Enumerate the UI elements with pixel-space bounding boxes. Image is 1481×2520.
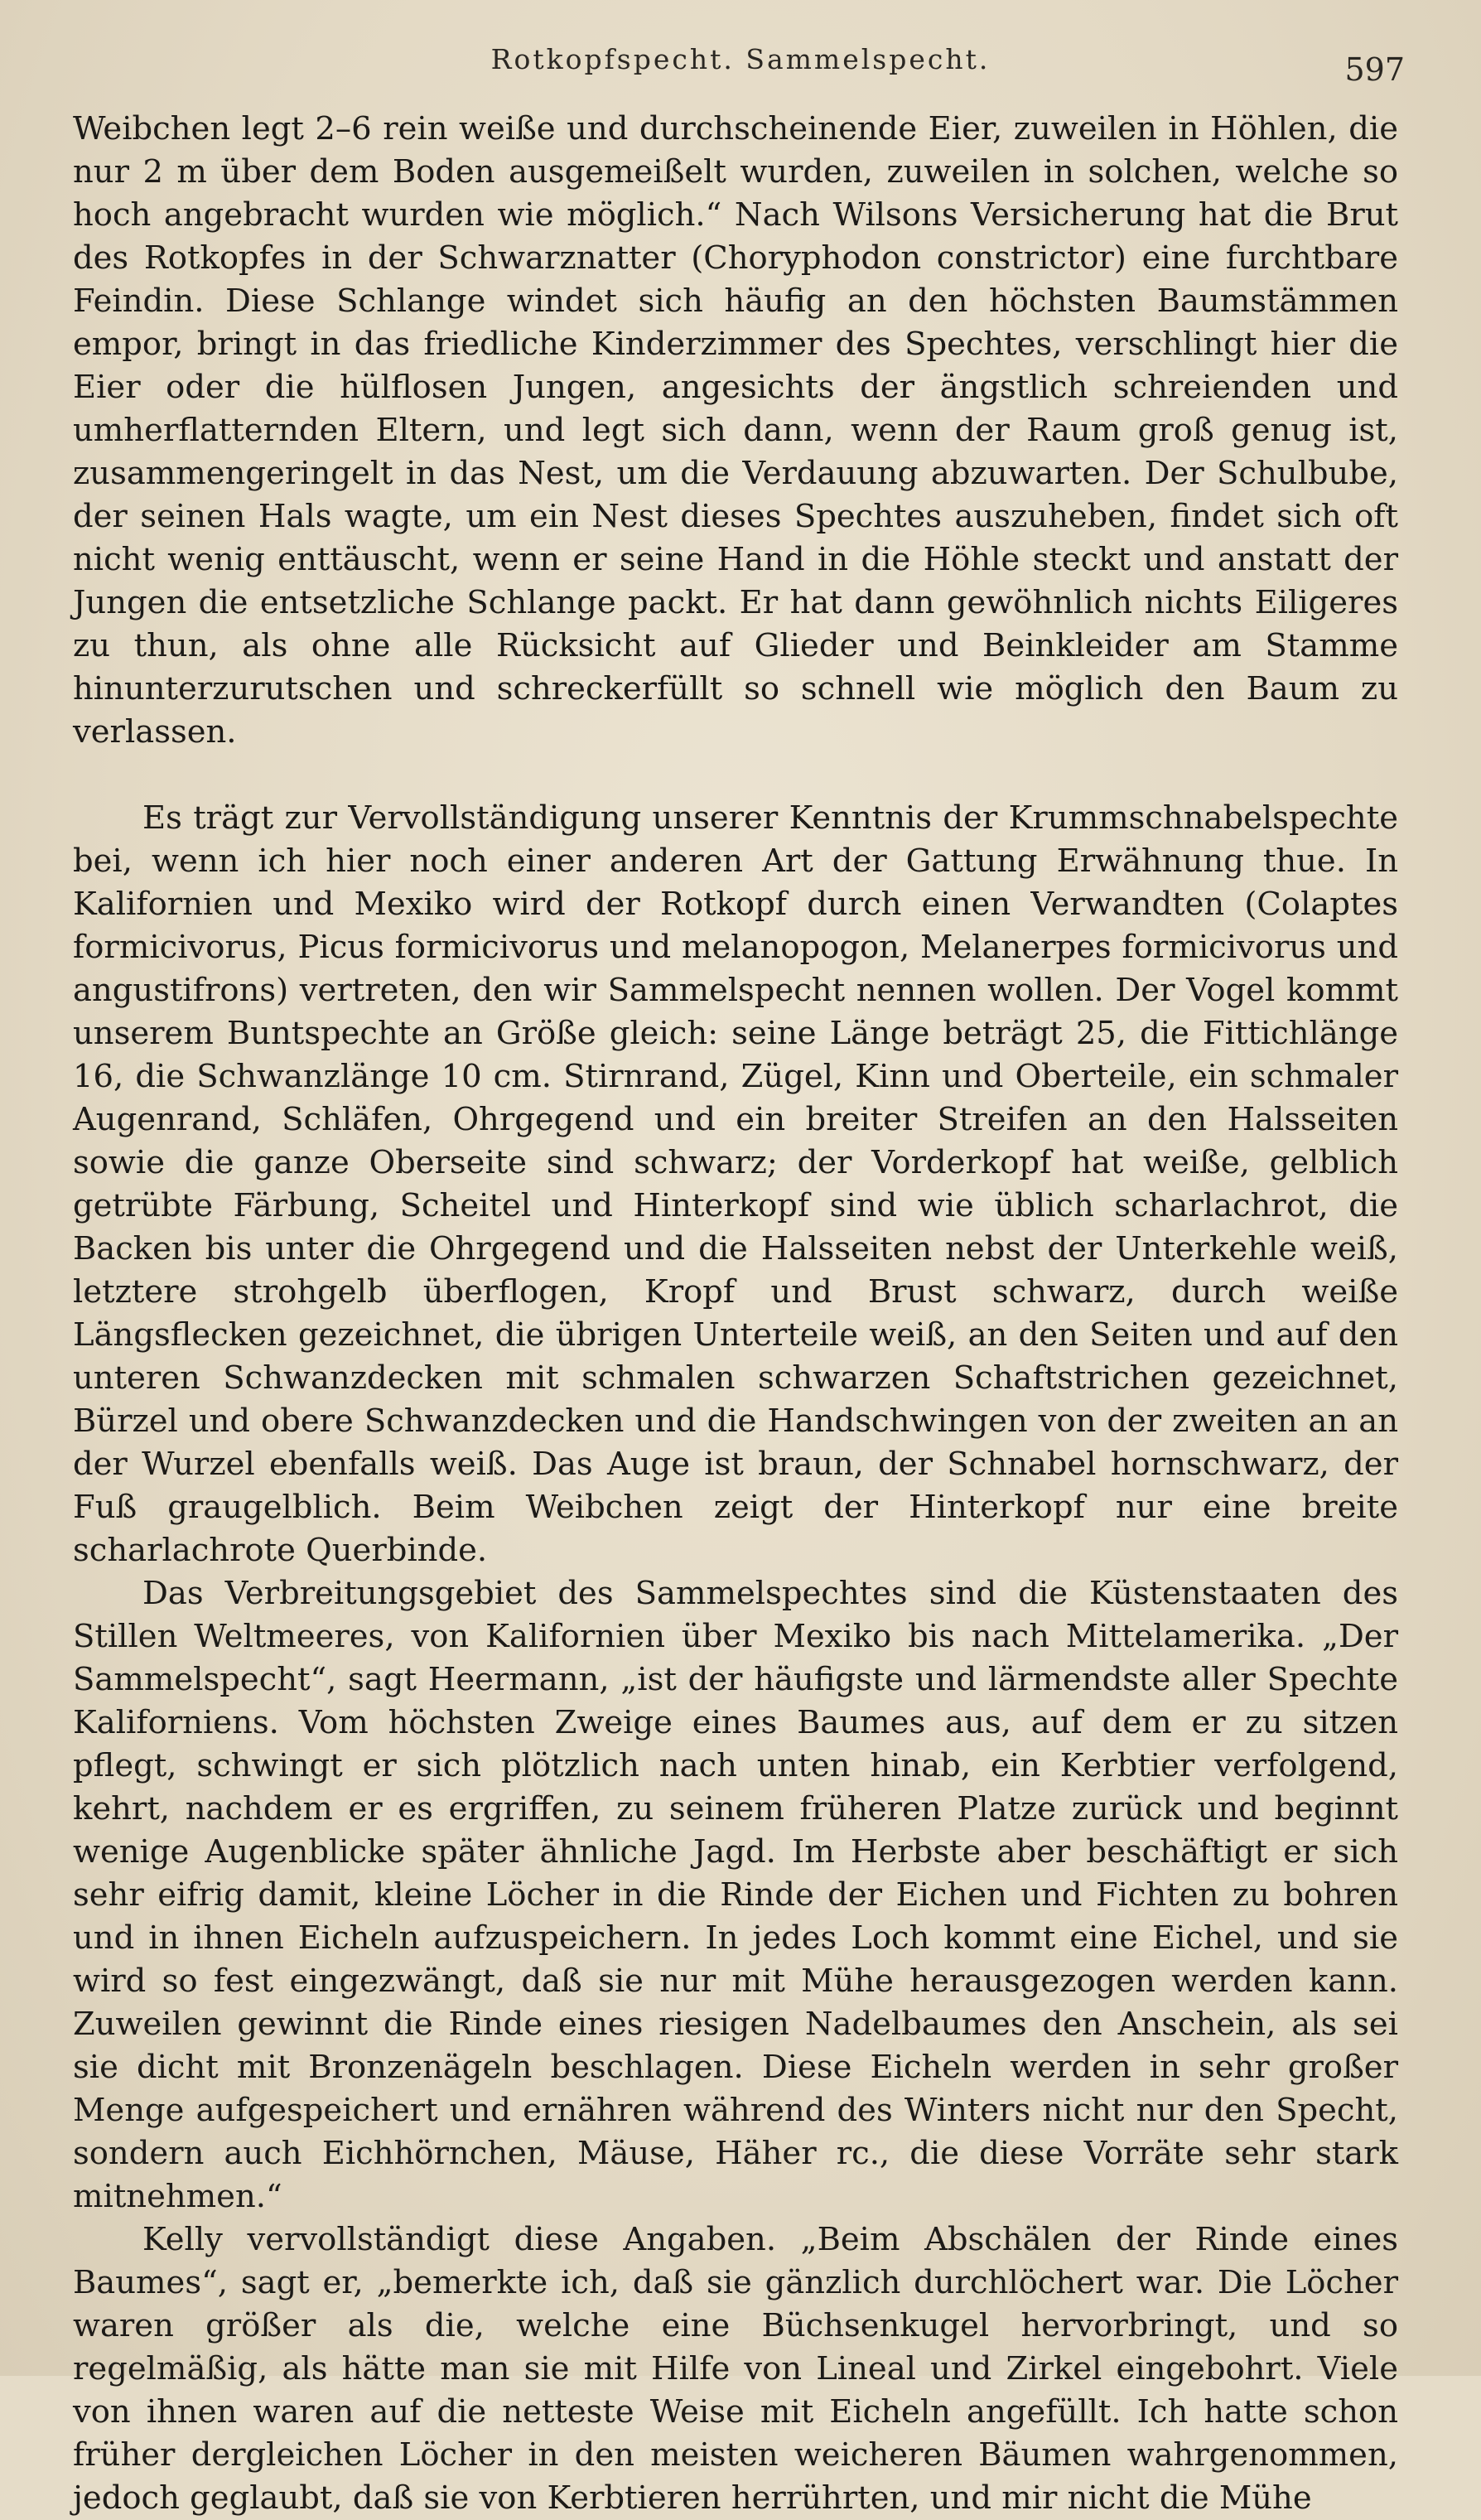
paragraph-continued: Weibchen legt 2–6 rein weiße und durchscheinende Eier, zuweilen in Höhlen, die nur 2 m über dem Boden ausgemeißelt wurden, zuweilen in solchen, welche so hoch angebracht wurden wie möglich.“ Nach Wilsons Versicherung hat die Brut des Rotkopfes in der Schwarznatter (Choryphodon constrictor) eine furchtbare Feindin. Diese Schlange windet sich häufig an den höchsten Baumstämmen empor, bringt in das friedliche Kinderzimmer des Spechtes, verschlingt hier die Eier oder die hülflosen Jungen, angesichts der ängstlich schreienden und umherflatternden Eltern, und legt sich dann, wenn der Raum groß genug ist, zusammengeringelt in das Nest, um die Verdauung abzuwarten. Der Schulbube, der seinen Hals wagte, um ein Nest dieses Spechtes auszuheben, findet sich oft nicht wenig enttäuscht, wenn er seine Hand in die Höhle steckt und anstatt der Jungen die entsetzliche Schlange packt. Er hat dann gewöhnlich nichts Eiligeres zu thun, als ohne alle Rücksicht auf Glieder und Beinkleider am Stamme hinunterzurutschen und schreckerfüllt so schnell wie möglich den Baum zu verlassen.	[73, 110, 1398, 751]
paragraph: Kelly vervollständigt diese Angaben. „Beim Abschälen der Rinde eines Baumes“, sagt er, „bemerkte ich, daß sie gänzlich durchlöchert war. Die Löcher waren größer als die, welche eine Büchsenkugel hervorbringt, und so regelmäßig, als hätte man sie mit Hilfe von Lineal und Zirkel eingebohrt. Viele von ihnen waren auf die netteste Weise mit Eicheln angefüllt. Ich hatte schon früher dergleichen Löcher in den meisten weicheren Bäumen wahrgenommen, jedoch geglaubt, daß sie von Kerbtieren herrührten, und mir nicht die Mühe	[73, 2221, 1398, 2517]
body-text	[73, 108, 1398, 2520]
paragraph: Das Verbreitungsgebiet des Sammelspechtes sind die Küstenstaaten des Stillen Weltmeeres, von Kalifornien über Mexiko bis nach Mittelamerika. „Der Sammelspecht“, sagt Heermann, „ist der häufigste und lärmendste aller Spechte Kaliforniens. Vom höchsten Zweige eines Baumes aus, auf dem er zu sitzen pflegt, schwingt er sich plötzlich nach unten hinab, ein Kerbtier verfolgend, kehrt, nachdem er es ergriffen, zu seinem früheren Platze zurück und beginnt wenige Augenblicke später ähnliche Jagd. Im Herbste aber beschäftigt er sich sehr eifrig damit, kleine Löcher in die Rinde der Eichen und Fichten zu bohren und in ihnen Eicheln aufzuspeichern. In jedes Loch kommt eine Eichel, und sie wird so fest eingezwängt, daß sie nur mit Mühe herausgezogen werden kann. Zuweilen gewinnt die Rinde eines riesigen Nadelbaumes den Anschein, als sei sie dicht mit Bronzenägeln beschlagen. Diese Eicheln werden in sehr großer Menge aufgespeichert und ernähren während des Winters nicht nur den Specht, sondern auch Eichhörnchen, Mäuse, Häher rc., die diese Vorräte sehr stark mitnehmen.“	[73, 1575, 1398, 2215]
page-number: 597	[1344, 51, 1405, 88]
paragraph: Es trägt zur Vervollständigung unserer Kenntnis der Krummschnabelspechte bei, wenn ich hier noch einer anderen Art der Gattung Erwähnung thue. In Kalifornien und Mexiko wird der Rotkopf durch einen Verwandten (Colaptes formicivorus, Picus formicivorus und melanopogon, Melanerpes formicivorus und angustifrons) vertreten, den wir Sammelspecht nennen wollen. Der Vogel kommt unserem Buntspechte an Größe gleich: seine Länge beträgt 25, die Fittichlänge 16, die Schwanzlänge 10 cm. Stirnrand, Zügel, Kinn und Oberteile, ein schmaler Augenrand, Schläfen, Ohrgegend und ein breiter Streifen an den Halsseiten sowie die ganze Oberseite sind schwarz; der Vorderkopf hat weiße, gelblich getrübte Färbung, Scheitel und Hinterkopf sind wie üblich scharlachrot, die Backen bis unter die Ohrgegend und die Halsseiten nebst der Unterkehle weiß, letztere strohgelb überflogen, Kropf und Brust schwarz, durch weiße Längsflecken gezeichnet, die übrigen Unterteile weiß, an den Seiten und auf den unteren Schwanzdecken mit schmalen schwarzen Schaftstrichen gezeichnet, Bürzel und obere Schwanzdecken und die Handschwingen von der zweiten an an der Wurzel ebenfalls weiß. Das Auge ist braun, der Schnabel hornschwarz, der Fuß graugelblich. Beim Weibchen zeigt der Hinterkopf nur eine breite scharlachrote Querbinde.	[73, 799, 1398, 1569]
running-title: Rotkopfspecht. Sammelspecht.	[490, 43, 991, 75]
